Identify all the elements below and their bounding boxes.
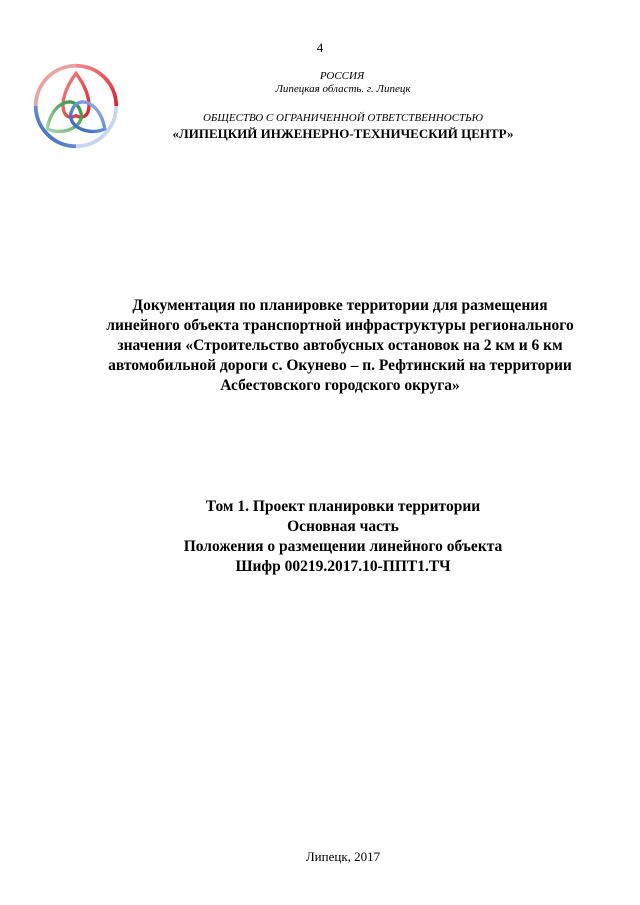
title-line: Асбестовского городского округа» (220, 377, 460, 394)
title-line: автомобильной дороги с. Окунево – п. Рефтинский на территории (108, 357, 572, 374)
title-line: линейного объекта транспортной инфраструктуры регионального (106, 317, 574, 334)
org-type: ОБЩЕСТВО С ОГРАНИЧЕННОЙ ОТВЕТСТВЕННОСТЬЮ (202, 112, 484, 124)
title-line: значения «Строительство автобусных остановок на 2 км и 6 км (117, 337, 563, 354)
header-block (0, 70, 640, 96)
location: Липецкая область. г. Липецк (275, 83, 411, 95)
volume-code: Шифр 00219.2017.10-ППТ1.ТЧ (235, 558, 451, 575)
volume-block (0, 497, 640, 577)
footer-city-year: Липецк, 2017 (305, 849, 381, 864)
page-number: 4 (316, 40, 324, 55)
volume-section: Положения о размещении линейного объекта (183, 538, 503, 555)
volume-title: Том 1. Проект планировки территории (205, 498, 481, 515)
title-line: Документация по планировке территории для размещения (132, 297, 548, 314)
org-name: «ЛИПЕЦКИЙ ИНЖЕНЕРНО-ТЕХНИЧЕСКИЙ ЦЕНТР» (172, 126, 514, 141)
volume-part: Основная часть (287, 518, 399, 535)
country: РОССИЯ (319, 70, 365, 82)
document-title (70, 296, 610, 396)
